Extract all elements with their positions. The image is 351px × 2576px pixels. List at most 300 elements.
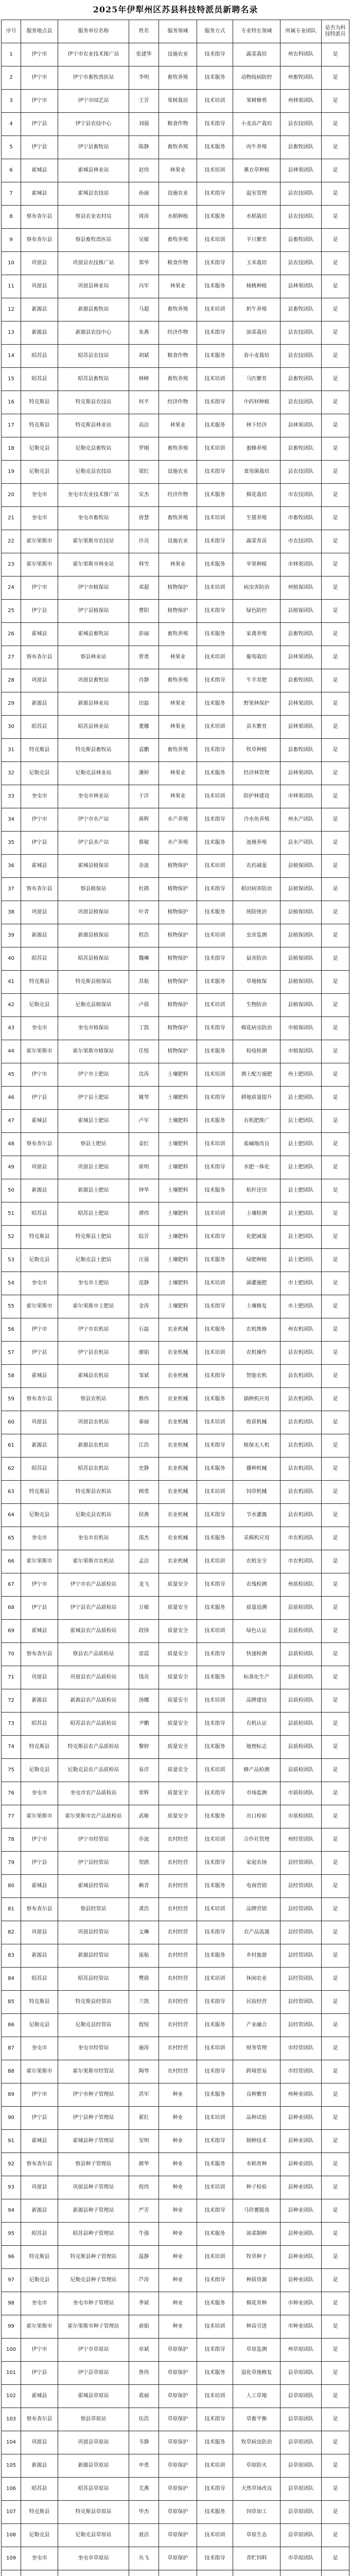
- table-cell: 伊宁县: [21, 1852, 58, 1875]
- table-cell: 潘婷: [129, 762, 159, 785]
- table-cell: 伊宁市水产站: [58, 808, 129, 832]
- table-cell: 智能农机: [233, 1365, 280, 1388]
- table-cell: 草原防火: [233, 2454, 280, 2478]
- table-cell: 畜牧养殖: [159, 368, 197, 391]
- table-cell: 奎屯市: [21, 1017, 58, 1040]
- table-cell: 霍尔果斯市: [21, 553, 58, 577]
- table-cell: 土壤肥料: [159, 1226, 197, 1249]
- table-cell: 技术培训: [197, 1689, 233, 1713]
- table-cell: 质量安全: [159, 1620, 197, 1643]
- table-cell: 是: [322, 530, 349, 553]
- table-cell: 水稻种植: [159, 206, 197, 229]
- table-cell: 是: [322, 1063, 349, 1087]
- table-cell: 农业机械: [159, 1504, 197, 1527]
- table-row: [2, 1318, 349, 1342]
- table-cell: 伊宁市: [21, 1063, 58, 1087]
- table-cell: 质量安全: [159, 1689, 197, 1713]
- table-cell: 陶琴: [129, 2060, 159, 2083]
- table-cell: 技术培训: [197, 1550, 233, 1573]
- table-cell: 畜牧养殖: [159, 623, 197, 646]
- table-cell: 技术指导: [197, 600, 233, 623]
- table-cell: 29: [2, 692, 21, 716]
- table-cell: 县草原团队: [280, 2385, 322, 2408]
- column-header: 序号: [2, 20, 21, 43]
- table-cell: 植物保护: [159, 947, 197, 971]
- table-row: [2, 2107, 349, 2130]
- table-cell: 段锋: [129, 1620, 159, 1643]
- table-cell: 伊宁市: [21, 808, 58, 832]
- table-cell: 是: [322, 437, 349, 461]
- table-cell: 池塘养殖: [233, 832, 280, 855]
- table-cell: 罗刚: [129, 437, 159, 461]
- table-cell: 畜牧养殖: [159, 739, 197, 762]
- table-cell: 技术培训: [197, 437, 233, 461]
- table-cell: [280, 2570, 322, 2576]
- table-cell: 县经管团队: [280, 1968, 322, 1991]
- table-cell: 是: [322, 461, 349, 484]
- table-cell: 蜜蜂养殖: [233, 437, 280, 461]
- table-cell: 技术指导: [197, 1087, 233, 1110]
- table-cell: 察布查尔县: [21, 1898, 58, 1921]
- table-cell: 是: [322, 924, 349, 947]
- table-cell: 技术服务: [197, 414, 233, 437]
- column-header: 姓名: [129, 20, 159, 43]
- table-cell: 种子检验: [233, 2176, 280, 2199]
- table-cell: 伊宁县农产品质检站: [58, 1597, 129, 1620]
- table-cell: 昭苏县: [21, 2478, 58, 2501]
- table-cell: 40: [2, 947, 21, 971]
- table-cell: 巩留县: [21, 901, 58, 924]
- table-cell: 插秧机应用: [233, 1388, 280, 1411]
- table-cell: [159, 2570, 197, 2576]
- table-cell: 病虫害防治: [233, 577, 280, 600]
- table-cell: 奎屯市林业站: [58, 785, 129, 808]
- table-cell: 农业机械: [159, 1342, 197, 1365]
- table-cell: 质量追溯: [233, 1597, 280, 1620]
- table-row: [2, 600, 349, 623]
- table-cell: 任悦: [129, 1040, 159, 1063]
- table-cell: 60: [2, 1411, 21, 1434]
- table-cell: 县农技团队: [280, 252, 322, 275]
- table-cell: 伊宁市: [21, 90, 58, 113]
- table-cell: 伊宁市农机站: [58, 1318, 129, 1342]
- table-cell: 是: [322, 1110, 349, 1133]
- table-cell: 棉花栽培: [233, 484, 280, 507]
- table-cell: 倪伟: [129, 2176, 159, 2199]
- table-cell: 魏琳: [129, 947, 159, 971]
- table-cell: 乔波: [129, 1828, 159, 1852]
- table-cell: 县种业团队: [280, 2223, 322, 2246]
- table-cell: 县种业团队: [280, 2107, 322, 2130]
- table-cell: 伊宁县农技中心: [58, 113, 129, 136]
- table-cell: 察县种子管理站: [58, 2153, 129, 2176]
- table-cell: 察布查尔县: [21, 1388, 58, 1411]
- table-cell: 技术指导: [197, 1295, 233, 1318]
- table-row: [2, 1875, 349, 1898]
- table-row: [2, 1713, 349, 1736]
- table-cell: 技术培训: [197, 1202, 233, 1226]
- table-cell: 县农技团队: [280, 321, 322, 345]
- table-cell: 22: [2, 530, 21, 553]
- table-cell: 草原保护: [159, 2524, 197, 2547]
- table-cell: 技术培训: [197, 1759, 233, 1782]
- table-cell: 技术服务: [197, 1597, 233, 1620]
- table-cell: 有机肥推广: [233, 1110, 280, 1133]
- table-row: [2, 1087, 349, 1110]
- table-cell: 县农技团队: [280, 113, 322, 136]
- table-cell: 是: [322, 1411, 349, 1434]
- table-cell: 市土肥团队: [280, 1295, 322, 1318]
- table-cell: 新源县: [21, 692, 58, 716]
- table-cell: 技术服务: [197, 1666, 233, 1689]
- table-cell: 技术培训: [197, 1898, 233, 1921]
- table-cell: 农村经营: [159, 1991, 197, 2014]
- table-cell: 农机操作: [233, 1342, 280, 1365]
- table-cell: 油菜栽培: [233, 321, 280, 345]
- table-cell: 生猪养殖: [233, 507, 280, 530]
- table-row: [2, 1573, 349, 1597]
- table-cell: 是: [322, 1759, 349, 1782]
- table-cell: 技术培训: [197, 2037, 233, 2060]
- table-cell: 市质检团队: [280, 1805, 322, 1828]
- table-cell: 20: [2, 484, 21, 507]
- table-cell: 伊宁县: [21, 2107, 58, 2130]
- table-cell: 文琳: [129, 1921, 159, 1944]
- table-cell: 畜牧养殖: [159, 66, 197, 90]
- table-cell: 芦涛: [129, 2269, 159, 2292]
- table-cell: 雷霞: [129, 1643, 159, 1666]
- table-cell: 盐碱地改良: [233, 1133, 280, 1156]
- column-header: 服务单位名称: [58, 20, 129, 43]
- table-cell: 是: [322, 66, 349, 90]
- table-cell: 是: [322, 2362, 349, 2385]
- table-cell: 技术服务: [197, 275, 233, 298]
- table-cell: 新源县农技中心: [58, 321, 129, 345]
- table-cell: 技术培训: [197, 2454, 233, 2478]
- table-cell: 霍城县: [21, 623, 58, 646]
- table-cell: 伊宁县: [21, 1087, 58, 1110]
- table-cell: 谭伟: [129, 1202, 159, 1226]
- table-cell: 是: [322, 994, 349, 1017]
- table-cell: 技术指导: [197, 739, 233, 762]
- table-cell: 质量安全: [159, 1573, 197, 1597]
- table-cell: 羊只繁育: [233, 229, 280, 252]
- table-row: [2, 878, 349, 901]
- table-cell: 是: [322, 1133, 349, 1156]
- table-cell: 技术服务: [197, 2431, 233, 2454]
- table-cell: 县植保团队: [280, 600, 322, 623]
- table-cell: 特克斯县: [21, 2246, 58, 2269]
- table-row: [2, 2524, 349, 2547]
- table-cell: 巩留县: [21, 1921, 58, 1944]
- table-cell: 薰衣草种植: [233, 159, 280, 182]
- table-cell: 是: [322, 971, 349, 994]
- table-cell: 武敏: [129, 1805, 159, 1828]
- table-cell: 技术培训: [197, 2524, 233, 2547]
- table-cell: 经济林管理: [233, 762, 280, 785]
- table-cell: 16: [2, 391, 21, 414]
- document-title: 2025年伊犁州区苏县科技特派员新聘名录: [93, 5, 258, 14]
- table-cell: 县土肥团队: [280, 1179, 322, 1202]
- table-cell: 伊宁市: [21, 2083, 58, 2107]
- table-cell: 是: [322, 2524, 349, 2547]
- table-cell: 104: [2, 2431, 21, 2454]
- table-cell: 33: [2, 785, 21, 808]
- table-cell: 伊宁市经管站: [58, 1828, 129, 1852]
- table-cell: 易洋: [129, 1759, 159, 1782]
- table-cell: 是: [322, 1968, 349, 1991]
- table-cell: 察县畜牧兽医站: [58, 229, 129, 252]
- table-cell: 技术培训: [197, 1481, 233, 1504]
- table-cell: 种业: [159, 2083, 197, 2107]
- table-cell: 刘强: [129, 113, 159, 136]
- table-cell: 100: [2, 2338, 21, 2362]
- table-cell: 特克斯县: [21, 1736, 58, 1759]
- table-cell: 林果业: [159, 646, 197, 669]
- table-cell: 市种业团队: [280, 2292, 322, 2315]
- table-cell: 畜牧养殖: [159, 669, 197, 692]
- table-cell: 质量安全: [159, 1759, 197, 1782]
- table-cell: 土壤肥料: [159, 1202, 197, 1226]
- table-cell: 是: [322, 2385, 349, 2408]
- table-cell: 稻田病害防治: [233, 878, 280, 901]
- table-cell: 是: [322, 414, 349, 437]
- table-cell: 技术培训: [197, 855, 233, 878]
- table-row: [2, 530, 349, 553]
- table-cell: 侯燕: [129, 1504, 159, 1527]
- table-cell: 丁凯: [129, 1017, 159, 1040]
- table-cell: [21, 2570, 58, 2576]
- table-cell: 新源县: [21, 924, 58, 947]
- table-cell: 奎屯市植保站: [58, 1017, 129, 1040]
- table-cell: 是: [322, 553, 349, 577]
- table-cell: 是: [322, 368, 349, 391]
- table-cell: 县植保团队: [280, 924, 322, 947]
- table-row: [2, 66, 349, 90]
- table-cell: 汪强: [129, 1249, 159, 1272]
- table-row: [2, 1388, 349, 1411]
- table-cell: 合作社管理: [233, 1828, 280, 1852]
- table-cell: 技术指导: [197, 1782, 233, 1805]
- table-cell: 县经管团队: [280, 1991, 322, 2014]
- table-cell: 奎屯市: [21, 2547, 58, 2570]
- table-cell: 技术指导: [197, 1434, 233, 1458]
- table-row: [2, 2060, 349, 2083]
- table-cell: 县畜牧团队: [280, 623, 322, 646]
- table-cell: 察布查尔县: [21, 646, 58, 669]
- table-cell: 施涛: [129, 2037, 159, 2060]
- column-header: 服务方式: [197, 20, 233, 43]
- table-cell: 技术服务: [197, 484, 233, 507]
- table-cell: 4: [2, 113, 21, 136]
- table-cell: 特克斯县: [21, 391, 58, 414]
- table-cell: 技术培训: [197, 90, 233, 113]
- table-cell: 余波: [129, 855, 159, 878]
- table-cell: 州农科团队: [280, 43, 322, 66]
- table-cell: 县农机团队: [280, 1388, 322, 1411]
- table-cell: 技术服务: [197, 2014, 233, 2037]
- table-cell: 鼠害防治: [233, 947, 280, 971]
- table-cell: 巩留县植保站: [58, 901, 129, 924]
- table-cell: 技术指导: [197, 669, 233, 692]
- table-cell: 县质检团队: [280, 1736, 322, 1759]
- table-cell: 特克斯县种子管理站: [58, 2246, 129, 2269]
- table-cell: 县土肥团队: [280, 1087, 322, 1110]
- column-header: 是否为科技特派员: [322, 20, 349, 43]
- table-cell: 宋杰: [129, 484, 159, 507]
- table-cell: 24: [2, 577, 21, 600]
- table-cell: 产业融合: [233, 2014, 280, 2037]
- table-cell: 奎屯市土肥站: [58, 1272, 129, 1295]
- table-cell: 技术指导: [197, 2338, 233, 2362]
- table-cell: 市植保团队: [280, 1040, 322, 1063]
- table-cell: 卢军: [129, 1110, 159, 1133]
- table-cell: 叶青: [129, 901, 159, 924]
- table-cell: 是: [322, 2269, 349, 2292]
- table-cell: 特克斯县林业站: [58, 414, 129, 437]
- table-row: [2, 113, 349, 136]
- table-cell: 是: [322, 808, 349, 832]
- table-cell: 技术培训: [197, 507, 233, 530]
- table-cell: 农残检测: [233, 1573, 280, 1597]
- table-cell: 奎屯市: [21, 1527, 58, 1550]
- table-cell: 是: [322, 321, 349, 345]
- table-cell: 12: [2, 298, 21, 321]
- table-row: [2, 553, 349, 577]
- table-cell: 尼勒克县: [21, 1759, 58, 1782]
- table-row: [2, 2454, 349, 2478]
- table-cell: 37: [2, 878, 21, 901]
- table-cell: 霍尔果斯市植保站: [58, 1040, 129, 1063]
- table-cell: 市经管团队: [280, 2060, 322, 2083]
- table-cell: 技术服务: [197, 1527, 233, 1550]
- table-cell: 葛丽: [129, 2385, 159, 2408]
- table-cell: 奎屯市: [21, 507, 58, 530]
- table-cell: 昭苏县土肥站: [58, 1202, 129, 1226]
- table-cell: 植物保护: [159, 878, 197, 901]
- table-cell: 奎屯市: [21, 484, 58, 507]
- table-cell: 毕杰: [129, 2501, 159, 2524]
- table-cell: 霍城县林业站: [58, 159, 129, 182]
- table-cell: 巩留县: [21, 2176, 58, 2199]
- table-cell: 伊宁市畜牧兽医站: [58, 66, 129, 90]
- table-cell: 许亮: [129, 530, 159, 553]
- table-cell: 伊宁县种子管理站: [58, 2107, 129, 2130]
- table-cell: 106: [2, 2478, 21, 2501]
- table-cell: 奎屯市: [21, 2037, 58, 2060]
- table-cell: 21: [2, 507, 21, 530]
- table-cell: 新源县: [21, 1434, 58, 1458]
- table-cell: 82: [2, 1921, 21, 1944]
- table-cell: 巩留县农产品质检站: [58, 1666, 129, 1689]
- table-cell: 技术指导: [197, 1921, 233, 1944]
- table-cell: 新源县: [21, 1944, 58, 1968]
- table-cell: 县农机团队: [280, 1504, 322, 1527]
- table-row: [2, 692, 349, 716]
- table-cell: 农业机械: [159, 1458, 197, 1481]
- table-cell: [233, 2570, 280, 2576]
- table-cell: 棉花育种: [233, 2292, 280, 2315]
- table-row: [2, 2478, 349, 2501]
- table-cell: 96: [2, 2246, 21, 2269]
- table-cell: 伊宁市园艺站: [58, 90, 129, 113]
- table-cell: 金涛: [129, 1295, 159, 1318]
- table-cell: 特克斯县植保站: [58, 971, 129, 994]
- table-cell: 土壤肥料: [159, 1249, 197, 1272]
- table-cell: 是: [322, 2176, 349, 2199]
- table-cell: 饲草加工: [233, 2501, 280, 2524]
- table-cell: 32: [2, 762, 21, 785]
- table-cell: 尼勒克县: [21, 437, 58, 461]
- table-cell: 技术指导: [197, 878, 233, 901]
- table-cell: 节水灌溉: [233, 1504, 280, 1527]
- table-cell: 34: [2, 808, 21, 832]
- table-cell: 县质检团队: [280, 1713, 322, 1736]
- table-cell: 技术培训: [197, 2385, 233, 2408]
- table-row: [2, 252, 349, 275]
- table-cell: 19: [2, 461, 21, 484]
- table-cell: 昭苏县: [21, 1968, 58, 1991]
- table-cell: 标准化生产: [233, 1666, 280, 1689]
- table-cell: 葡萄栽培: [233, 646, 280, 669]
- table-cell: 技术服务: [197, 345, 233, 368]
- table-cell: 县种业团队: [280, 2130, 322, 2153]
- table-row: [2, 2083, 349, 2107]
- table-cell: 市草原团队: [280, 2547, 322, 2570]
- table-cell: 伍浩: [129, 2408, 159, 2431]
- table-cell: 棉花病虫防治: [233, 1017, 280, 1040]
- table-cell: 彭丽: [129, 623, 159, 646]
- table-cell: 技术指导: [197, 113, 233, 136]
- table-cell: 伊宁县: [21, 1342, 58, 1365]
- table-cell: 2: [2, 66, 21, 90]
- table-row: [2, 507, 349, 530]
- table-cell: 县农机团队: [280, 1434, 322, 1458]
- table-cell: 59: [2, 1388, 21, 1411]
- table-cell: 是: [322, 1573, 349, 1597]
- table-row: [2, 2385, 349, 2408]
- table-cell: 43: [2, 1017, 21, 1040]
- table-cell: 家庭农场: [233, 1852, 280, 1875]
- table-cell: 察县植保站: [58, 878, 129, 901]
- table-cell: 技术服务: [197, 1805, 233, 1828]
- table-cell: 秸秆还田: [233, 1179, 280, 1202]
- table-cell: 秦丽: [129, 1411, 159, 1434]
- table-cell: 新源县畜牧站: [58, 298, 129, 321]
- table-cell: 特克斯县土肥站: [58, 1226, 129, 1249]
- table-cell: 市土肥团队: [280, 1272, 322, 1295]
- table-cell: 技术指导: [197, 1643, 233, 1666]
- table-cell: 植物保护: [159, 994, 197, 1017]
- table-row: [2, 716, 349, 739]
- table-row: [2, 1597, 349, 1620]
- table-cell: 检疫检测: [233, 1040, 280, 1063]
- table-cell: 县植保团队: [280, 878, 322, 901]
- table-cell: 植物保护: [159, 600, 197, 623]
- table-cell: 县农技团队: [280, 206, 322, 229]
- table-cell: 是: [322, 2107, 349, 2130]
- table-cell: 尼勒克县: [21, 762, 58, 785]
- table-row: [2, 1898, 349, 1921]
- table-cell: 新源县植保站: [58, 924, 129, 947]
- table-cell: 霍城县农机站: [58, 1365, 129, 1388]
- table-cell: 林下经济: [233, 414, 280, 437]
- table-cell: 尼勒克县: [21, 2524, 58, 2547]
- table-cell: 种质资源: [233, 2269, 280, 2292]
- table-cell: 察县林业站: [58, 646, 129, 669]
- table-cell: 县植保团队: [280, 947, 322, 971]
- table-cell: 是: [322, 577, 349, 600]
